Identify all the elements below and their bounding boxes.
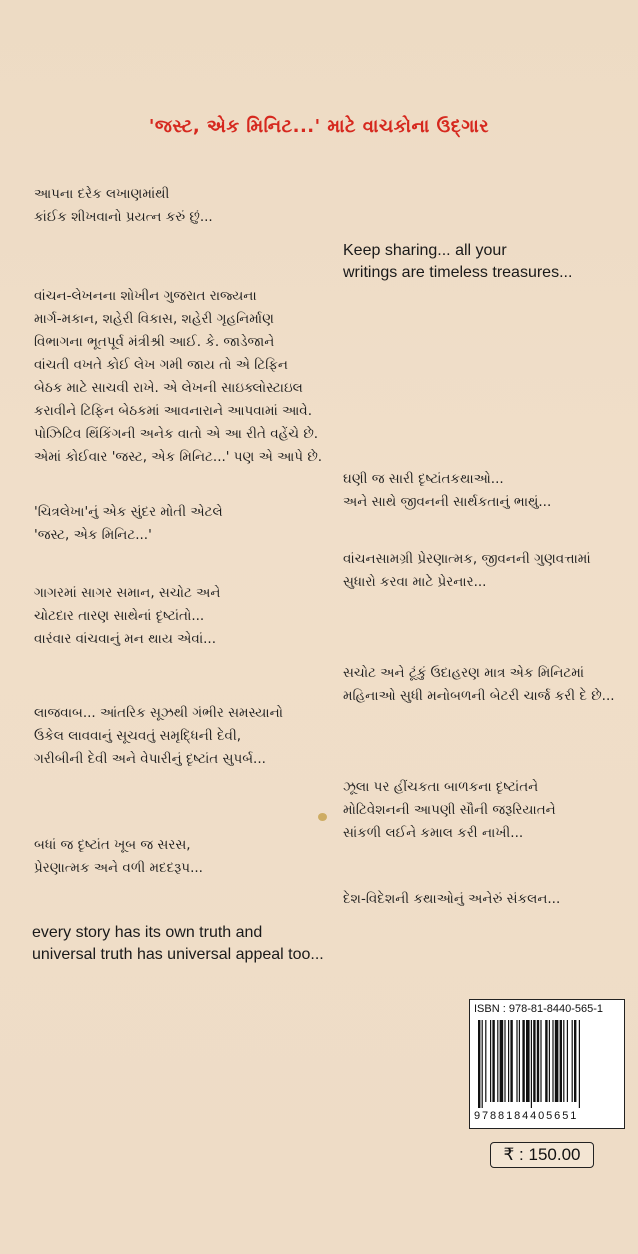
barcode-bar [485, 1020, 486, 1102]
quote-line: Keep sharing... all your [343, 242, 507, 259]
quote-line: વાંચન-લેખનના શોખીન ગુજરાત રાજ્યના [34, 288, 257, 304]
quote-line: ઉકેલ લાવવાનું સૂચવતું સમૃદ્ધિની દેવી, [34, 728, 242, 744]
quote-line: ગાગરમાં સાગર સમાન, સચોટ અને [34, 585, 221, 601]
barcode-bar [478, 1020, 480, 1108]
barcode-bar [552, 1020, 553, 1102]
quote-block-left-5 [34, 702, 283, 771]
barcode-bar [519, 1020, 520, 1102]
reader-reactions-heading: 'જસ્ટ, એક મિનિટ...' માટે વાચકોના ઉદ્‌ગાર [148, 116, 490, 137]
barcode-bar [516, 1020, 517, 1102]
quote-line: મહિનાઓ સુધી મનોબળની બેટરી ચાર્જ કરી દે છે... [343, 688, 615, 704]
barcode-bar [482, 1020, 483, 1108]
quote-line: માર્ગ-મકાન, શહેરી વિકાસ, શહેરી ગૃહનિર્માણ [34, 311, 274, 327]
quote-line: મોટિવેશનની આપણી સૌની જરૂરિયાતને [343, 802, 556, 818]
barcode-bar [560, 1020, 562, 1102]
barcode-bar [563, 1020, 564, 1102]
english-quote-keep-sharing [343, 240, 572, 284]
quote-line: વાંચનસામગ્રી પ્રેરણાત્મક, જીવનની ગુણવત્તામાં [343, 551, 591, 567]
ink-stain [318, 813, 327, 821]
quote-line: 'ચિત્રલેખા'નું એક સુંદર મોતી એટલે [34, 504, 223, 520]
barcode-bar [537, 1020, 539, 1102]
barcode-bar [572, 1020, 573, 1102]
quote-line: અને સાથે જીવનની સાર્થકતાનું ભાથું... [343, 494, 552, 510]
barcode-bar [531, 1020, 532, 1108]
quote-block-left-3 [34, 501, 223, 547]
barcode-bar [504, 1020, 505, 1102]
quote-line: દેશ-વિદેશની કથાઓનું અનેરું સંકલન... [343, 891, 561, 907]
barcode-bar [490, 1020, 491, 1102]
quote-line: સચોટ અને ટૂંકું ઉદાહરણ માત્ર એક મિનિટમાં [343, 665, 585, 681]
quote-line: વાંચતી વખતે કોઈ લેખ ગમી જાય તો એ ટિફિન [34, 357, 288, 373]
quote-line: ઘણી જ સારી દૃષ્ટાંતકથાઓ... [343, 471, 504, 487]
quote-line: કાંઈક શીખવાનો પ્રયત્ન કરું છું... [34, 209, 213, 225]
quote-line: ગરીબીની દેવી અને વેપારીનું દૃષ્ટાંત સુપર્બ... [34, 751, 266, 767]
quote-line: કરાવીને ટિફિન બેઠકમાં આવનારાને આપવામાં આવે. [34, 403, 312, 419]
quote-line: પ્રેરણાત્મક અને વળી મદદરૂપ... [34, 860, 203, 876]
quote-block-left-2 [34, 285, 322, 469]
barcode-bar [492, 1020, 494, 1102]
quote-line: વિભાગના ભૂતપૂર્વ મંત્રીશ્રી આઈ. કે. જાડેજાને [34, 334, 275, 350]
quote-block-left-4 [34, 582, 220, 651]
quote-block-right-2 [343, 548, 591, 594]
barcode-bar [533, 1020, 535, 1102]
barcode-bar [522, 1020, 524, 1102]
quote-line: સુધારો કરવા માટે પ્રેરનાર... [343, 574, 487, 590]
quote-block-left-1 [34, 183, 213, 229]
quote-line: writings are timeless treasures... [343, 264, 573, 281]
quote-line: બધાં જ દૃષ્ટાંત ખૂબ જ સરસ, [34, 837, 191, 853]
quote-line: every story has its own truth and [32, 924, 263, 941]
barcode-bars [478, 1020, 616, 1108]
quote-line: universal truth has universal appeal too... [32, 946, 324, 963]
quote-line: વારંવાર વાંચવાનું મન થાય એવાં... [34, 631, 216, 647]
quote-block-right-4 [343, 776, 556, 845]
isbn-number: ISBN : 978-81-8440-565-1 [474, 1003, 604, 1015]
quote-line: લાજવાબ... આંતરિક સૂઝથી ગંભીર સમસ્યાનો [34, 705, 284, 721]
quote-line: ઝૂલા પર હીંચકતા બાળકના દૃષ્ટાંતને [343, 779, 539, 795]
quote-block-right-5 [343, 888, 560, 911]
quote-line: એમાં કોઈવાર 'જસ્ટ, એક મિનિટ...' પણ એ આપે છે. [34, 449, 323, 465]
barcode-bar [574, 1020, 576, 1102]
isbn-barcode [469, 999, 625, 1129]
barcode-bar [555, 1020, 559, 1102]
quote-line: 'જસ્ટ, એક મિનિટ...' [34, 527, 152, 543]
barcode-bar [567, 1020, 568, 1102]
english-quote-every-story [32, 922, 324, 966]
barcode-bar [510, 1020, 512, 1102]
barcode-bar [500, 1020, 504, 1102]
barcode-bar [526, 1020, 530, 1102]
barcode-bar [549, 1020, 550, 1102]
barcode-bar [545, 1020, 547, 1102]
price-tag: ₹ : 150.00 [490, 1142, 594, 1168]
quote-block-left-6 [34, 834, 203, 880]
barcode-bar [497, 1020, 498, 1102]
barcode-digits: 9788184405651 [474, 1110, 579, 1122]
barcode-bar [540, 1020, 541, 1102]
barcode-bar [579, 1020, 580, 1108]
quote-line: પોઝિટિવ થિંકિંગની અનેક વાતો એ આ રીતે વહેંચે છે. [34, 426, 319, 442]
quote-block-right-3 [343, 662, 615, 708]
quote-line: બેઠક માટે સાચવી રાખે. એ લેખની સાઇક્લોસ્ટાઇલ [34, 380, 303, 396]
quote-line: સાંકળી લઈને કમાલ કરી નાખી... [343, 825, 524, 841]
quote-line: ચોટદાર તારણ સાથેનાં દૃષ્ટાંતો... [34, 608, 205, 624]
quote-line: આપના દરેક લખાણમાંથી [34, 186, 170, 202]
barcode-bar [508, 1020, 509, 1102]
quote-block-right-1 [343, 468, 551, 514]
